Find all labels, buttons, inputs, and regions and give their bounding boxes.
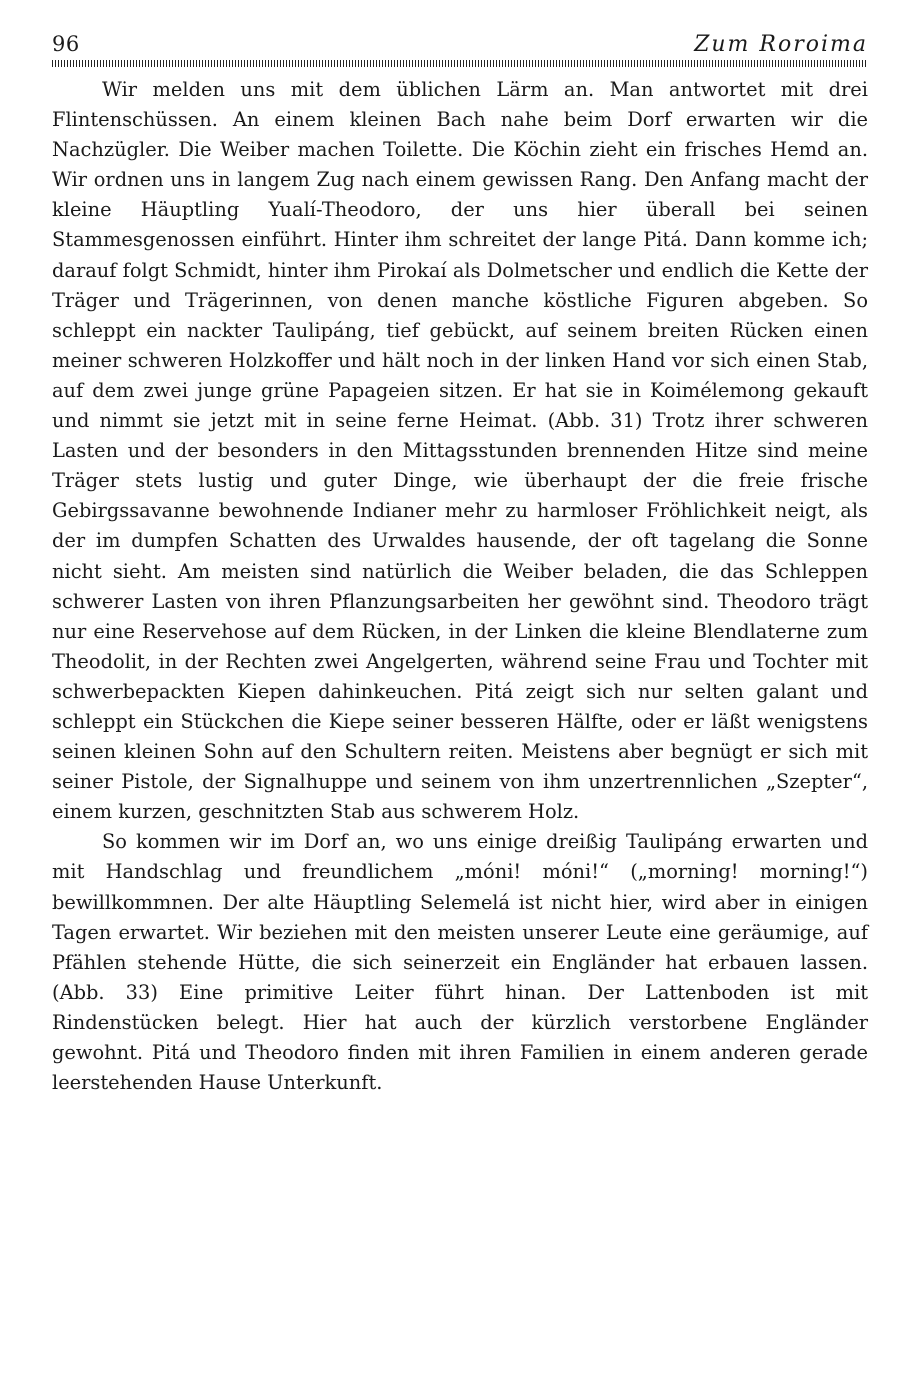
book-page	[52, 30, 868, 1098]
page-number: 96	[52, 32, 80, 56]
body-text	[52, 75, 868, 1098]
header-rule	[52, 60, 868, 67]
paragraph: Wir melden uns mit dem üblichen Lärm an. Man antwortet mit drei Flintenschüssen. An einem kleinen Bach nahe beim Dorf erwarten wir die Nachzügler. Die Weiber machen Toilette. Die Köchin zieht ein frisches Hemd an. Wir ordnen uns in langem Zug nach einem gewissen Rang. Den Anfang macht der kleine Häuptling Yualí-Theodoro, der uns hier überall bei seinen Stammesgenossen einführt. Hinter ihm schreitet der lange Pitá. Dann komme ich; darauf folgt Schmidt, hinter ihm Pirokaí als Dolmetscher und endlich die Kette der Träger und Trägerinnen, von denen manche köstliche Figuren abgeben. So schleppt ein nackter Taulipáng, tief gebückt, auf seinem breiten Rücken einen meiner schweren Holzkoffer und hält noch in der linken Hand vor sich einen Stab, auf dem zwei junge grüne Papageien sitzen. Er hat sie in Koimélemong gekauft und nimmt sie jetzt mit in seine ferne Heimat. (Abb. 31) Trotz ihrer schweren Lasten und der besonders in den Mittagsstunden brennenden Hitze sind meine Träger stets lustig und guter Dinge, wie überhaupt der die freie frische Gebirgssavanne bewohnende Indianer mehr zu harmloser Fröhlichkeit neigt, als der im dumpfen Schatten des Urwaldes hausende, der oft tagelang die Sonne nicht sieht. Am meisten sind natürlich die Weiber beladen, die das Schleppen schwerer Lasten von ihren Pflanzungsarbeiten her gewöhnt sind. Theodoro trägt nur eine Reservehose auf dem Rücken, in der Linken die kleine Blendlaterne zum Theodolit, in der Rechten zwei Angelgerten, während seine Frau und Tochter mit schwerbepackten Kiepen dahinkeuchen. Pitá zeigt sich nur selten galant und schleppt ein Stückchen die Kiepe seiner besseren Hälfte, oder er läßt wenigstens seinen kleinen Sohn auf den Schultern reiten. Meistens aber begnügt er sich mit seiner Pistole, der Signalhuppe und seinem von ihm unzertrennlichen „Szepter“, einem kurzen, geschnitzten Stab aus schwerem Holz.	[52, 78, 868, 824]
running-head	[52, 30, 868, 60]
paragraph: So kommen wir im Dorf an, wo uns einige dreißig Taulipáng erwarten und mit Handschlag und freundlichem „móni! móni!“ („morning! morning!“) bewillkommnen. Der alte Häuptling Selemelá ist nicht hier, wird aber in einigen Tagen erwartet. Wir beziehen mit den meisten unserer Leute eine geräumige, auf Pfählen stehende Hütte, die sich seinerzeit ein Engländer hat erbauen lassen. (Abb. 33) Eine primitive Leiter führt hinan. Der Lattenboden ist mit Rindenstücken belegt. Hier hat auch der kürzlich verstorbene Engländer gewohnt. Pitá und Theodoro finden mit ihren Familien in einem anderen gerade leerstehenden Hause Unterkunft.	[52, 830, 868, 1095]
running-title: Zum Roroima	[694, 32, 868, 57]
